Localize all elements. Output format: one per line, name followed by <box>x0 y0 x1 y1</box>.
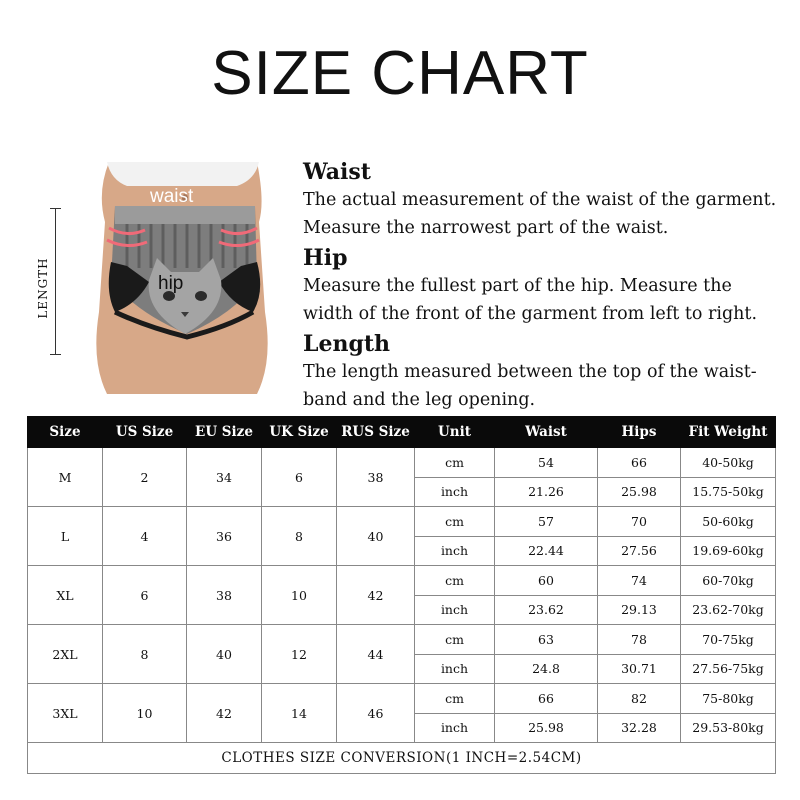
header-waist: Waist <box>495 417 598 448</box>
cell-hips: 30.71 <box>598 654 681 684</box>
cell-unit: inch <box>415 477 495 507</box>
conversion-note: CLOTHES SIZE CONVERSION(1 INCH=2.54CM) <box>28 743 776 774</box>
cell-waist: 22.44 <box>495 536 598 566</box>
measurement-descriptions <box>303 158 783 416</box>
table-footer-row <box>28 743 776 774</box>
cell-size: XL <box>28 566 103 625</box>
cell-eu: 40 <box>187 625 262 684</box>
cell-waist: 57 <box>495 507 598 537</box>
cell-unit: cm <box>415 566 495 596</box>
cell-hips: 66 <box>598 448 681 478</box>
cell-us: 4 <box>103 507 187 566</box>
cell-rus: 44 <box>337 625 415 684</box>
cell-uk: 6 <box>262 448 337 507</box>
length-label: LENGTH <box>36 257 50 319</box>
waist-description <box>303 186 783 242</box>
cell-weight: 40-50kg <box>681 448 776 478</box>
cell-weight: 70-75kg <box>681 625 776 655</box>
cell-rus: 42 <box>337 566 415 625</box>
cell-weight: 60-70kg <box>681 566 776 596</box>
cell-unit: inch <box>415 713 495 743</box>
cell-rus: 40 <box>337 507 415 566</box>
cell-weight: 29.53-80kg <box>681 713 776 743</box>
table-row <box>28 448 776 478</box>
cell-uk: 8 <box>262 507 337 566</box>
cell-hips: 78 <box>598 625 681 655</box>
cell-us: 10 <box>103 684 187 743</box>
cell-waist: 24.8 <box>495 654 598 684</box>
cell-uk: 12 <box>262 625 337 684</box>
waist-line-1: The actual measurement of the waist of the garment. <box>303 190 777 210</box>
cell-unit: cm <box>415 684 495 714</box>
waist-heading: Waist <box>303 159 371 185</box>
cell-waist: 21.26 <box>495 477 598 507</box>
cell-size: 3XL <box>28 684 103 743</box>
header-hips: Hips <box>598 417 681 448</box>
cell-us: 6 <box>103 566 187 625</box>
length-heading: Length <box>303 331 391 357</box>
cell-hips: 82 <box>598 684 681 714</box>
cell-uk: 10 <box>262 566 337 625</box>
length-arrow <box>55 208 56 354</box>
cell-us: 2 <box>103 448 187 507</box>
cell-waist: 60 <box>495 566 598 596</box>
length-arrow-cap-bottom <box>50 354 61 355</box>
cell-waist: 54 <box>495 448 598 478</box>
table-row <box>28 684 776 714</box>
cell-hips: 32.28 <box>598 713 681 743</box>
header-us-size: US Size <box>103 417 187 448</box>
hip-line-2: width of the front of the garment from left to right. <box>303 304 758 324</box>
cell-weight: 19.69-60kg <box>681 536 776 566</box>
cell-hips: 29.13 <box>598 595 681 625</box>
header-unit: Unit <box>415 417 495 448</box>
cell-weight: 23.62-70kg <box>681 595 776 625</box>
page-title: SIZE CHART <box>211 39 589 108</box>
table-row <box>28 566 776 596</box>
cell-weight: 50-60kg <box>681 507 776 537</box>
hip-heading: Hip <box>303 245 348 271</box>
waist-label: waist <box>150 186 194 207</box>
cell-hips: 70 <box>598 507 681 537</box>
table-row <box>28 625 776 655</box>
header-rus-size: RUS Size <box>337 417 415 448</box>
cell-hips: 25.98 <box>598 477 681 507</box>
table-header-row <box>28 417 776 448</box>
cell-size: M <box>28 448 103 507</box>
cell-eu: 36 <box>187 507 262 566</box>
header-size: Size <box>28 417 103 448</box>
cell-waist: 23.62 <box>495 595 598 625</box>
cell-size: 2XL <box>28 625 103 684</box>
hip-line-1: Measure the fullest part of the hip. Measure the <box>303 276 732 296</box>
cell-unit: inch <box>415 595 495 625</box>
table-row <box>28 507 776 537</box>
cell-unit: cm <box>415 625 495 655</box>
cell-weight: 27.56-75kg <box>681 654 776 684</box>
cell-hips: 27.56 <box>598 536 681 566</box>
cell-unit: inch <box>415 536 495 566</box>
cell-rus: 46 <box>337 684 415 743</box>
cell-unit: cm <box>415 448 495 478</box>
cell-weight: 75-80kg <box>681 684 776 714</box>
length-line-2: band and the leg opening. <box>303 390 536 410</box>
hip-label: hip <box>158 273 184 294</box>
cell-eu: 42 <box>187 684 262 743</box>
cell-size: L <box>28 507 103 566</box>
cell-unit: inch <box>415 654 495 684</box>
cell-uk: 14 <box>262 684 337 743</box>
cell-waist: 66 <box>495 684 598 714</box>
header-uk-size: UK Size <box>262 417 337 448</box>
hip-description <box>303 272 783 328</box>
header-eu-size: EU Size <box>187 417 262 448</box>
cell-eu: 34 <box>187 448 262 507</box>
waist-line-2: Measure the narrowest part of the waist. <box>303 218 669 238</box>
cell-hips: 74 <box>598 566 681 596</box>
size-table <box>27 416 776 774</box>
cell-unit: cm <box>415 507 495 537</box>
garment-photo <box>87 162 277 394</box>
length-line-1: The length measured between the top of the waist- <box>303 362 757 382</box>
header-fit-weight: Fit Weight <box>681 417 776 448</box>
length-description <box>303 358 783 414</box>
length-arrow-cap-top <box>50 208 61 209</box>
cell-waist: 25.98 <box>495 713 598 743</box>
cell-rus: 38 <box>337 448 415 507</box>
cell-us: 8 <box>103 625 187 684</box>
cell-weight: 15.75-50kg <box>681 477 776 507</box>
cell-waist: 63 <box>495 625 598 655</box>
cell-eu: 38 <box>187 566 262 625</box>
